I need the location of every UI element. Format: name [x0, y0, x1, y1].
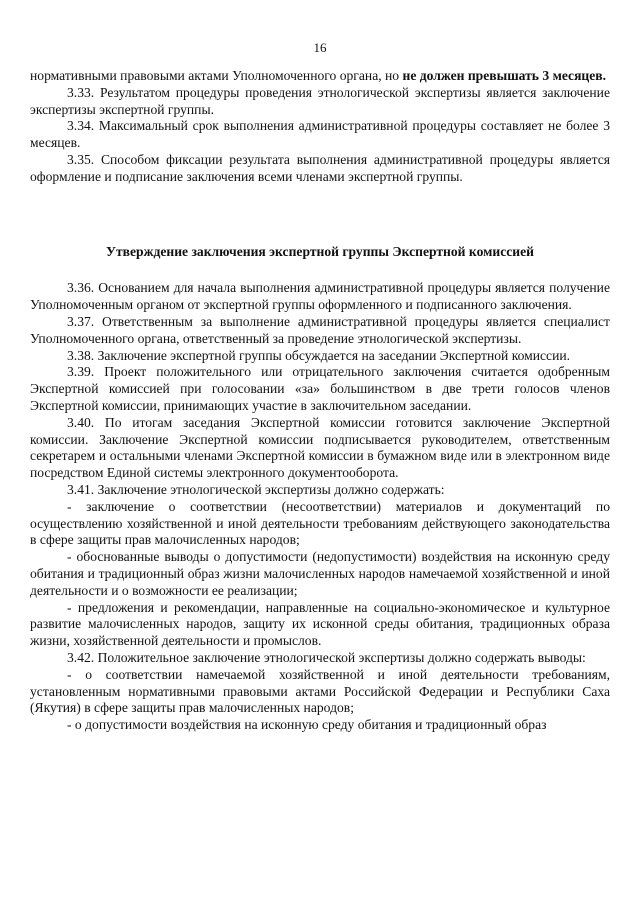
list-item-3-41-a: - заключение о соответствии (несоответствии) материалов и документаций по осуществлению хозяйственной и иной деятельности требованиям действующего законодательства в сфере защиты прав малочисленных народов;: [30, 498, 610, 548]
list-item-3-42-a: - о соответствии намечаемой хозяйственной и иной деятельности требованиям, установленным нормативными правовыми актами Российской Федерации и Республики Саха (Якутия) в сфере защиты прав малочисленных народов;: [30, 666, 610, 716]
list-item-3-41-b: - обоснованные выводы о допустимости (недопустимости) воздействия на исконную среду обитания и традиционный образ жизни малочисленных народов намечаемой хозяйственной и иной деятельности и о возможности ее реализации;: [30, 549, 610, 598]
page-number: 16: [313, 40, 327, 55]
paragraph-3-35: 3.35. Способом фиксации результата выполнения административной процедуры является оформление и подписание заключения всеми членами экспертной группы.: [30, 151, 610, 184]
paragraph-3-42: 3.42. Положительное заключение этнологической экспертизы должно содержать выводы:: [67, 649, 586, 665]
section-heading: Утверждение заключения экспертной группы Экспертной комиссией: [106, 243, 534, 259]
paragraph-continuation-bold: не должен превышать 3 месяцев.: [402, 68, 607, 83]
paragraph-3-34: 3.34. Максимальный срок выполнения административной процедуры составляет не более 3 месяцев.: [30, 118, 610, 151]
paragraph-continuation: [30, 68, 610, 85]
paragraph-3-40: 3.40. По итогам заседания Экспертной комиссии готовится заключение Экспертной комиссии. Заключение Экспертной комиссии подписывается руководителем, ответственным секретарем и остальными членами Экспертной комиссии в бумажном виде или в электронном виде посредством Единой системы электронного документооборота.: [30, 414, 610, 481]
document-body: [30, 68, 610, 734]
paragraph-3-33: 3.33. Результатом процедуры проведения этнологической экспертизы является заключение экспертизы экспертной группы.: [30, 84, 610, 117]
paragraph-3-38: 3.38. Заключение экспертной группы обсуждается на заседании Экспертной комиссии.: [67, 347, 571, 363]
paragraph-3-41: 3.41. Заключение этнологической экспертизы должно содержать:: [67, 481, 445, 497]
paragraph-3-39: 3.39. Проект положительного или отрицательного заключения считается одобренным Экспертной комиссией при голосовании «за» большинством в две трети голосов членов Экспертной комиссии, принимающих участие в заключительном заседании.: [30, 364, 610, 413]
list-item-3-41-c: - предложения и рекомендации, направленные на социально-экономическое и культурное развитие малочисленных народов, защиту их исконной среды обитания, традиционных образа жизни, хозяйственной деятельности и промыслов.: [30, 599, 610, 649]
paragraph-3-36: 3.36. Основанием для начала выполнения административной процедуры является получение Уполномоченным органом от экспертной группы оформленного и подписанного заключения.: [30, 280, 610, 313]
paragraph-3-37: 3.37. Ответственным за выполнение административной процедуры является специалист Уполномоченного органа, ответственный за проведение этнологической экспертизы.: [30, 313, 610, 346]
list-item-3-42-b: - о допустимости воздействия на исконную среду обитания и традиционный образ: [67, 717, 547, 733]
paragraph-continuation-text: нормативными правовыми актами Уполномоченного органа, но: [30, 68, 403, 83]
